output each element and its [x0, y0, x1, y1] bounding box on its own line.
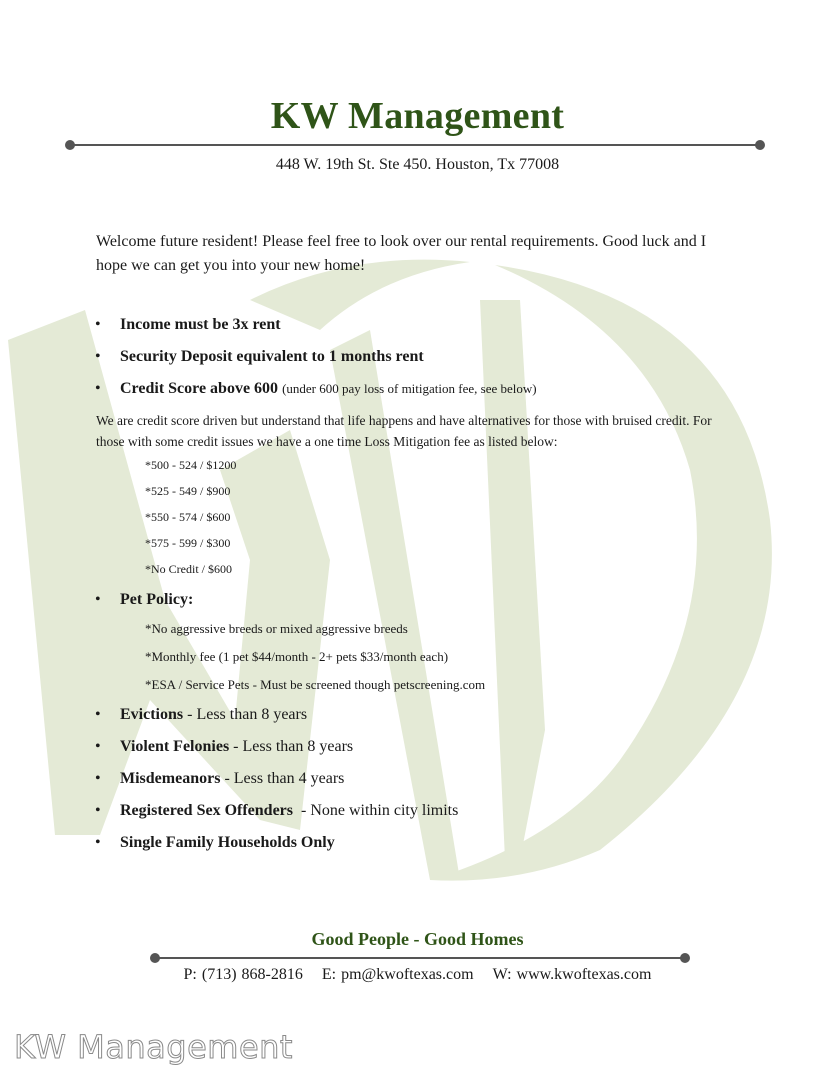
bullet-pet-policy: • Pet Policy:	[95, 591, 194, 608]
company-title: KW Management	[270, 95, 565, 137]
fee-item: *525 - 549 / $900	[145, 484, 231, 498]
bullet-misdemeanors: • Misdemeanors - Less than 4 years	[95, 770, 345, 787]
fee-item: *No Credit / $600	[145, 562, 232, 576]
intro-paragraph: Welcome future resident! Please feel free to look over our rental requirements. Good luck and I hope we can get you into your new home!	[96, 233, 707, 274]
fee-item: *550 - 574 / $600	[145, 510, 231, 524]
bullet-sex-offenders: • Registered Sex Offenders - None within city limits	[95, 802, 459, 819]
footer-tagline: Good People - Good Homes	[311, 929, 524, 949]
bullet-income: • Income must be 3x rent	[95, 316, 281, 333]
pet-item: *Monthly fee (1 pet $44/month - 2+ pets $33/month each)	[145, 649, 449, 664]
bullet-evictions: • Evictions - Less than 8 years	[95, 706, 308, 723]
fee-item: *575 - 599 / $300	[145, 536, 231, 550]
watermark-text: KW Management	[14, 1028, 293, 1066]
header-rule	[70, 144, 760, 146]
footer-web: W: www.kwoftexas.com	[492, 966, 652, 983]
footer-rule	[155, 957, 685, 959]
bullet-credit: • Credit Score above 600 (under 600 pay loss of mitigation fee, see below)	[95, 380, 537, 397]
credit-paragraph: We are credit score driven but understand that life happens and have alternatives for those with bruised credit. For those with some credit issues we have a one time Loss Mitigation fee as listed below:	[96, 413, 712, 449]
rule-dot-right	[755, 140, 765, 150]
footer-phone: P: (713) 868-2816	[183, 966, 303, 983]
pet-item: *No aggressive breeds or mixed aggressive breeds	[145, 621, 408, 636]
company-address: 448 W. 19th St. Ste 450. Houston, Tx 77008	[275, 156, 560, 173]
footer-contact	[0, 966, 835, 984]
bullet-felonies: • Violent Felonies - Less than 8 years	[95, 738, 354, 755]
footer-email: E: pm@kwoftexas.com	[321, 966, 474, 983]
bullet-deposit: • Security Deposit equivalent to 1 months rent	[95, 348, 424, 365]
rule-dot-right	[680, 953, 690, 963]
fee-item: *500 - 524 / $1200	[145, 458, 237, 472]
bullet-households: • Single Family Households Only	[95, 834, 335, 851]
pet-item: *ESA / Service Pets - Must be screened though petscreening.com	[145, 677, 486, 692]
